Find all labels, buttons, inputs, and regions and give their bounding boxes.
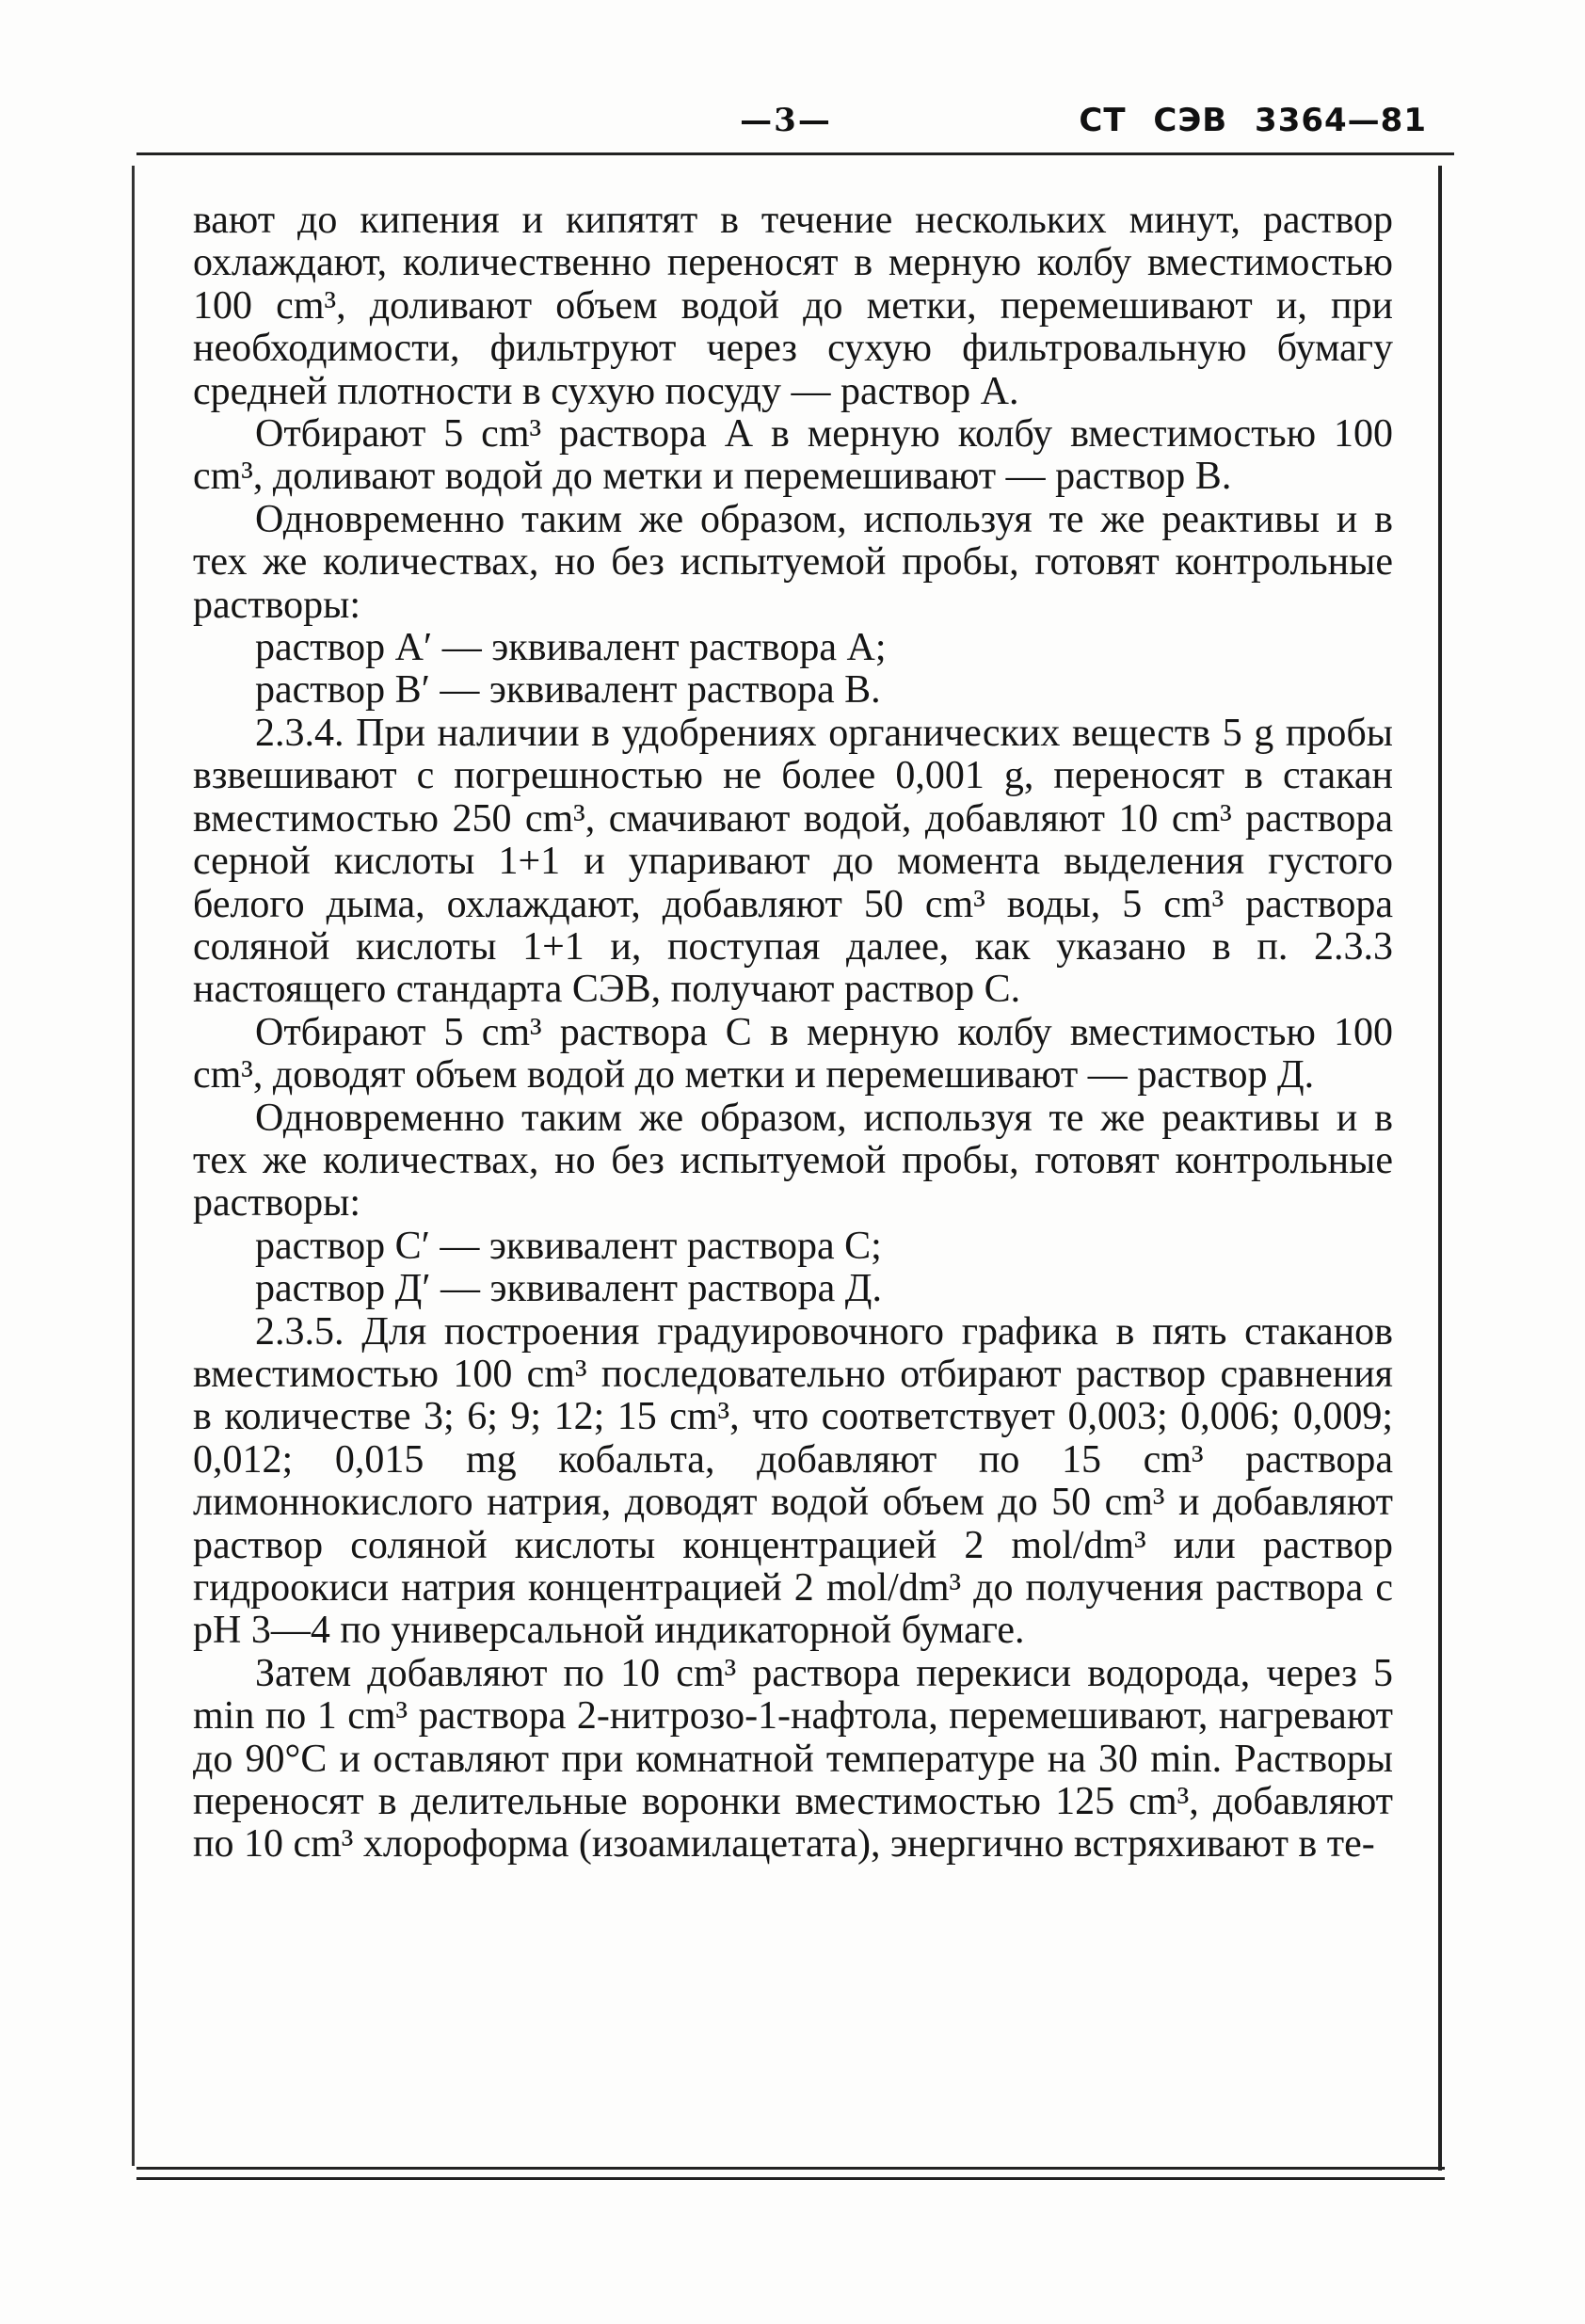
- frame-bottom-rule-second: [136, 2177, 1445, 2180]
- paragraph-control-solutions-1: Одновременно таким же образом, используя те же реактивы и в тех же количествах, но без испытуемой пробы, готовят контрольные растворы:: [193, 497, 1393, 627]
- paragraph-control-solutions-2: Одновременно таким же образом, используя те же реактивы и в тех же количествах, но без испытуемой пробы, готовят контрольные растворы:: [193, 1096, 1393, 1226]
- paragraph-continuation: вают до кипения и кипятят в течение нескольких минут, раствор охлаждают, количественно переносят в мерную колбу вместимостью 100 cm³, доливают объем водой до метки, перемешивают и, при необходимости, фильтруют через сухую фильтровальную бумагу средней плотности в сухую посуду — раствор А.: [193, 199, 1393, 413]
- paragraph-2-3-4: 2.3.4. При наличии в удобрениях органических веществ 5 g пробы взвешивают с погрешностью не более 0,001 g, переносят в стакан вместимостью 250 cm³, смачивают водой, добавляют 10 cm³ раствора серной кислоты 1+1 и упаривают до момента выделения густого белого дыма, охлаждают, добавляют 50 cm³ воды, 5 cm³ раствора соляной кислоты 1+1 и, поступая далее, как указано в п. 2.3.3 настоящего стандарта СЭВ, получают раствор С.: [193, 711, 1393, 1012]
- frame-bottom-rule: [136, 2167, 1445, 2170]
- control-solution-b-prime: раствор В′ — эквивалент раствора В.: [255, 668, 881, 713]
- paragraph-solution-d: Отбирают 5 cm³ раствора С в мерную колбу вместимостью 100 cm³, доводят объем водой до метки и перемешивают — раствор Д.: [193, 1010, 1393, 1098]
- standard-designation: СТ СЭВ 3364—81: [1079, 102, 1427, 139]
- frame-top-rule: [136, 152, 1454, 155]
- frame-right-rule: [1438, 166, 1442, 2171]
- paragraph-solution-b: Отбирают 5 cm³ раствора А в мерную колбу вместимостью 100 cm³, доливают водой до метки и перемешивают — раствор В.: [193, 412, 1393, 499]
- control-solution-a-prime: раствор А′ — эквивалент раствора А;: [255, 626, 887, 670]
- frame-left-rule: [132, 166, 135, 2166]
- body-text: [193, 200, 1393, 1867]
- paragraph-2-3-5: 2.3.5. Для построения градуировочного графика в пять стаканов вместимостью 100 cm³ последовательно отбирают раствор сравнения в количестве 3; 6; 9; 12; 15 cm³, что соответствует 0,003; 0,006; 0,009; 0,012; 0,015 mg кобальта, добавляют по 15 cm³ раствора лимоннокислого натрия, доводят водой объем до 50 cm³ и добавляют раствор соляной кислоты концентрацией 2 mol/dm³ или раствор гидроокиси натрия концентрацией 2 mol/dm³ до получения раствора с pH 3—4 по универсальной индикаторной бумаге.: [193, 1309, 1393, 1653]
- control-solution-d-prime: раствор Д′ — эквивалент раствора Д.: [255, 1267, 882, 1311]
- page-number: —3—: [740, 102, 832, 139]
- paragraph-procedure: Затем добавляют по 10 cm³ раствора перекиси водорода, через 5 min по 1 cm³ раствора 2-нитрозо-1-нафтола, перемешивают, нагревают до 90°С и оставляют при комнатной температуре на 30 min. Растворы переносят в делительные воронки вместимостью 125 cm³, добавляют по 10 cm³ хлороформа (изоамилацетата), энергично встряхивают в те-: [193, 1651, 1393, 1867]
- control-solution-c-prime: раствор С′ — эквивалент раствора С;: [255, 1224, 882, 1268]
